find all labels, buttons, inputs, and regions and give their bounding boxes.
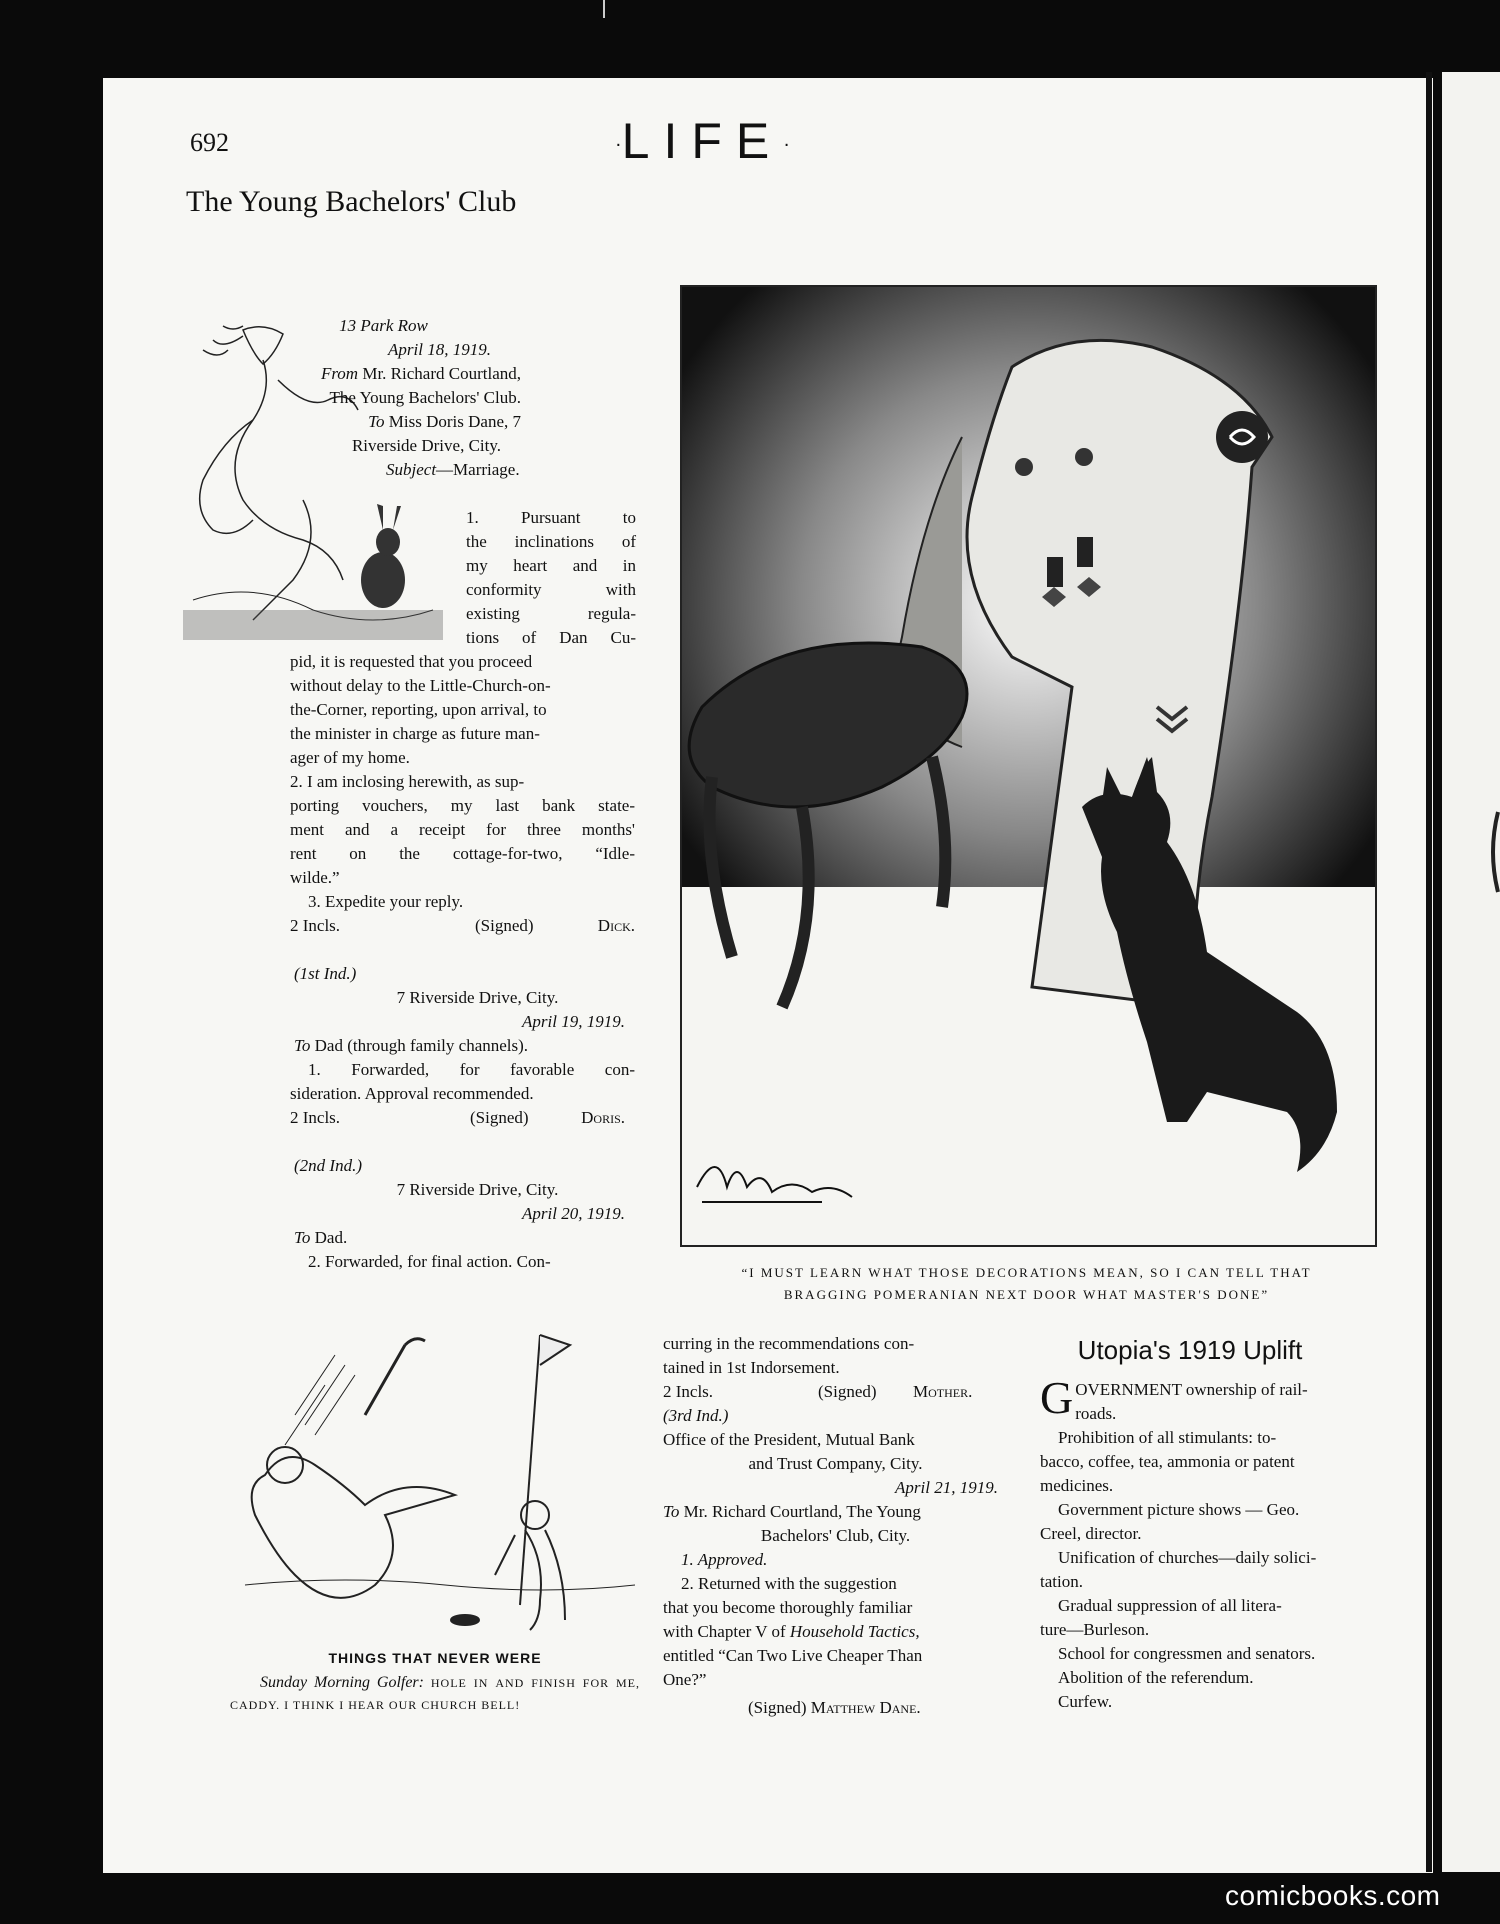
scan-edge-mark	[603, 0, 605, 18]
to-line	[186, 410, 521, 434]
utopia-items	[1040, 1426, 1380, 1714]
illustration-caption	[680, 1262, 1373, 1306]
masthead-dot-left: ·	[615, 133, 622, 156]
ind1-line1: 1. Forwarded, for favorable con-	[308, 1060, 635, 1079]
ind3-to	[663, 1500, 1008, 1524]
ind2-to-label: To	[294, 1228, 311, 1247]
next-page-fragment-icon	[1442, 72, 1500, 1872]
ind1-line2: sideration. Approval recommended.	[290, 1084, 534, 1103]
ind3-to-label: To	[663, 1502, 680, 1521]
golf-line-3: HEAR OUR CHURCH BELL!	[348, 1698, 521, 1712]
para2-line-4: rent on the cottage-for-two, “Idle-	[290, 844, 635, 863]
wrap-line-5: existing regula-	[466, 604, 636, 623]
wrap-line-4: conformity with	[466, 580, 636, 599]
para2-first-line: 2. I am inclosing herewith, as sup-	[290, 772, 525, 791]
drop-cap: G	[1040, 1372, 1074, 1423]
body-line-1: pid, it is requested that you proceed	[290, 652, 533, 671]
para2-lines	[290, 794, 635, 866]
ind3-label: (3rd Ind.)	[663, 1406, 729, 1425]
watermark: comicbooks.com	[1225, 1880, 1441, 1911]
masthead	[615, 112, 790, 170]
next-page-edge	[1442, 72, 1500, 1872]
wrap-line-3: my heart and in	[466, 556, 636, 575]
utopia-item-line: bacco, coffee, tea, ammonia or patent	[1040, 1452, 1295, 1471]
masthead-dot-right: ·	[783, 133, 790, 156]
sig1-signed: (Signed)	[475, 916, 534, 935]
utopia-item-line: medicines.	[1040, 1476, 1114, 1495]
letter-body	[290, 650, 635, 1274]
utopia-item-line: Abolition of the referendum.	[1058, 1668, 1254, 1687]
subject-text: —Marriage.	[436, 460, 520, 479]
utopia-item	[1040, 1642, 1380, 1666]
utopia-item-first	[1040, 1372, 1380, 1426]
ind2-label: (2nd Ind.)	[294, 1156, 362, 1175]
utopia-item-line: Creel, director.	[1040, 1524, 1142, 1543]
coat-chair-dog-illustration	[680, 285, 1377, 1247]
golfer-caddy-cartoon	[235, 1325, 635, 1655]
utopia-title: Utopia's 1919 Uplift	[1077, 1335, 1303, 1365]
address-line: 13 Park Row	[339, 316, 428, 335]
body-lines	[290, 650, 635, 770]
signature-1	[290, 914, 635, 938]
para2-last-line: wilde.”	[290, 868, 340, 887]
golf-caption	[230, 1672, 640, 1716]
from-label: From	[320, 364, 359, 383]
utopia-item-line: Prohibition of all stimulants: to-	[1058, 1428, 1277, 1447]
sig4-name: Matthew Dane.	[810, 1698, 921, 1717]
page-number: 692	[190, 128, 229, 157]
body-line-2: without delay to the Little-Church-on-	[290, 676, 551, 695]
page-gutter	[1426, 72, 1432, 1872]
from-line	[186, 362, 521, 386]
golf-speaker: Sunday Morning Golfer:	[260, 1674, 424, 1691]
sig2-name: Doris.	[581, 1108, 625, 1127]
sig3-signed: (Signed)	[818, 1382, 877, 1401]
ind2-to	[290, 1226, 635, 1250]
utopia-item	[1040, 1426, 1380, 1498]
ind1-to-text: Dad (through family channels).	[314, 1036, 529, 1055]
sig3-name: Mother.	[913, 1382, 973, 1401]
book-title: Household Tactics,	[789, 1622, 920, 1641]
ind1-label: (1st Ind.)	[294, 964, 357, 983]
caption-line-1: “I MUST LEARN WHAT THOSE DECORATIONS MEAN, SO I CAN TELL THAT	[741, 1265, 1312, 1280]
utopia-item-line: Gradual suppression of all litera-	[1058, 1596, 1282, 1615]
utopia-item-line: School for congressmen and senators.	[1058, 1644, 1316, 1663]
letter-date: April 18, 1919.	[388, 340, 491, 359]
letter-header	[186, 314, 521, 482]
ind3-office-2: and Trust Company, City.	[748, 1454, 923, 1473]
ind2-address: 7 Riverside Drive, City.	[396, 1180, 559, 1199]
utopia-item	[1040, 1690, 1380, 1714]
ind2-line1: 2. Forwarded, for final action. Con-	[308, 1252, 551, 1271]
body-line-4: the minister in charge as future man-	[290, 724, 540, 743]
ind3-office-1: Office of the President, Mutual Bank	[663, 1430, 915, 1449]
signature-2	[290, 1106, 635, 1130]
wrapped-paragraph	[466, 506, 636, 650]
ind3-to-text: Mr. Richard Courtland, The Young	[683, 1502, 921, 1521]
to-text: Miss Doris Dane, 7	[388, 412, 521, 431]
utopia-item-line: ture—Burleson.	[1040, 1620, 1150, 1639]
ind3-item2-line3-a: with Chapter V of	[663, 1622, 790, 1641]
sig3-incls: 2 Incls.	[663, 1382, 714, 1401]
signature-4	[663, 1696, 1008, 1720]
article-title: The Young Bachelors' Club	[186, 185, 517, 218]
utopia-item	[1040, 1498, 1380, 1546]
caption-line-2: BRAGGING POMERANIAN NEXT DOOR WHAT MASTER'S DONE”	[783, 1287, 1270, 1302]
sig4-signed: (Signed)	[748, 1698, 807, 1717]
golf-caption-title: THINGS THAT NEVER WERE	[328, 1650, 542, 1666]
utopia-item-line: tation.	[1040, 1572, 1083, 1591]
ind1-address: 7 Riverside Drive, City.	[396, 988, 559, 1007]
subject-label: Subject	[386, 460, 437, 479]
wrap-line-2: the inclinations of	[466, 532, 636, 551]
ind3-to-2: Bachelors' Club, City.	[760, 1526, 911, 1545]
ind3-item2-line2: that you become thoroughly familiar	[663, 1598, 913, 1617]
utopia-item	[1040, 1666, 1380, 1690]
ind3-item-1: 1. Approved.	[681, 1550, 768, 1569]
para3: 3. Expedite your reply.	[308, 892, 464, 911]
utopia-item-line: Government picture shows — Geo.	[1058, 1500, 1300, 1519]
sig1-incls: 2 Incls.	[290, 916, 341, 935]
para2-line-3: ment and a receipt for three months'	[290, 820, 635, 839]
golf-line-1: HOLE IN	[430, 1676, 489, 1690]
ind1-to	[290, 1034, 635, 1058]
ind1-to-label: To	[294, 1036, 311, 1055]
utopia-item1-line2: roads.	[1075, 1404, 1117, 1423]
ind3-item2-line5: One?”	[663, 1670, 707, 1689]
ind1-date: April 19, 1919.	[522, 1012, 625, 1031]
ind3-date: April 21, 1919.	[895, 1478, 998, 1497]
ind3-item2-line3	[663, 1620, 1008, 1644]
from-line-2: The Young Bachelors' Club.	[329, 388, 521, 407]
wrap-line-6: tions of Dan Cu-	[466, 628, 636, 647]
utopia-item-line: Curfew.	[1058, 1692, 1113, 1711]
wrap-line-1: 1. Pursuant to	[466, 508, 636, 527]
illustration-drawing	[682, 287, 1375, 1245]
utopia-item-line: Unification of churches—daily solici-	[1058, 1548, 1317, 1567]
utopia-item	[1040, 1546, 1380, 1594]
utopia-item1-line1: OVERNMENT ownership of rail-	[1075, 1380, 1308, 1399]
body-line-5: ager of my home.	[290, 748, 410, 767]
from-text: Mr. Richard Courtland,	[362, 364, 521, 383]
subject-line	[186, 458, 521, 482]
para2-line-2: porting vouchers, my last bank state-	[290, 796, 635, 815]
col2-line-2: tained in 1st Indorsement.	[663, 1358, 840, 1377]
sig2-incls: 2 Incls.	[290, 1108, 341, 1127]
ind2-date: April 20, 1919.	[522, 1204, 625, 1223]
sig1-name: Dick.	[597, 916, 635, 935]
signature-3	[663, 1380, 1008, 1404]
sig2-signed: (Signed)	[470, 1108, 529, 1127]
letter-continuation	[663, 1332, 1008, 1720]
utopia-list	[1040, 1372, 1380, 1714]
ind3-item2-line4: entitled “Can Two Live Cheaper Than	[663, 1646, 923, 1665]
ind3-item2-line1: 2. Returned with the suggestion	[681, 1574, 897, 1593]
utopia-item	[1040, 1594, 1380, 1642]
to-line-2: Riverside Drive, City.	[351, 436, 501, 455]
golf-line-2: AND FINISH FOR ME, CADDY. I THINK I	[230, 1676, 640, 1712]
to-label: To	[368, 412, 385, 431]
col2-line-1: curring in the recommendations con-	[663, 1334, 915, 1353]
masthead-title: LIFE	[621, 113, 784, 169]
ind2-to-text: Dad.	[314, 1228, 348, 1247]
body-line-3: the-Corner, reporting, upon arrival, to	[290, 700, 547, 719]
